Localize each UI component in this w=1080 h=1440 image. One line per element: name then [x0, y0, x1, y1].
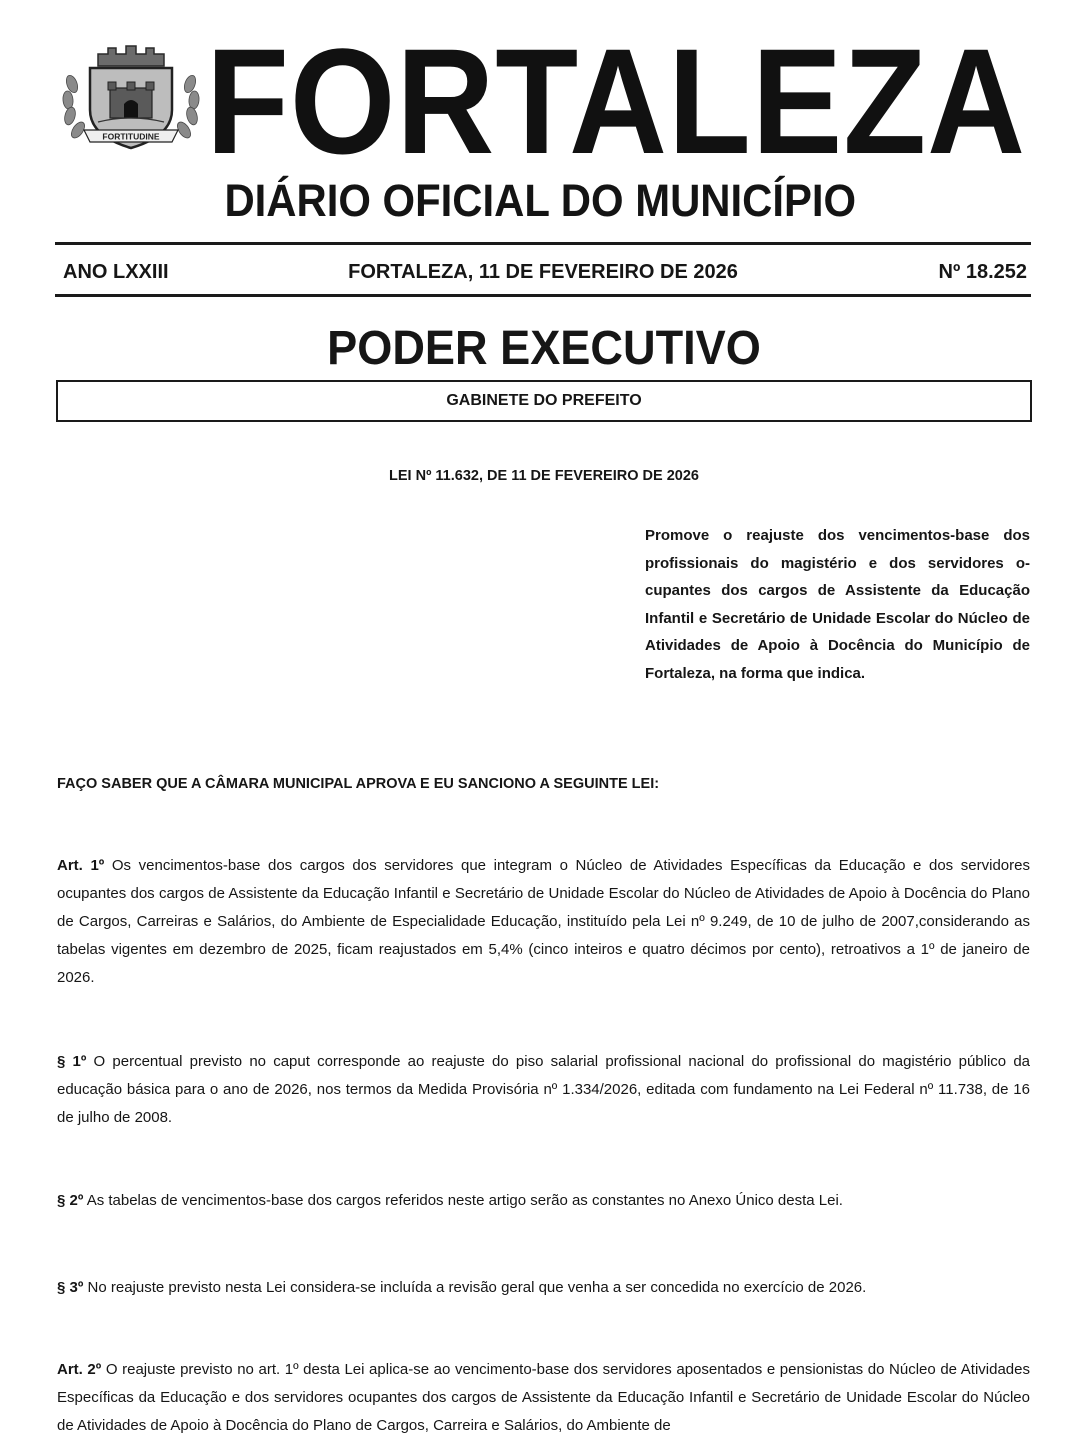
article-text: Os vencimentos-base dos cargos dos servidores que integram o Núcleo de Atividades Específicas da Educação e dos servidores ocupantes dos cargos de Assistente da Educação Infantil e Secretário de Unidade Escolar do Núcleo de Atividades de Apoio à Docência do Plano de Cargos, Carreiras e Salários, do Ambiente de Especialidade Educação, instituído pela Lei nº 9.249, de 10 de julho de 2007,considerando as tabelas vigentes em dezembro de 2025, ficam reajustados em 5,4% (cinco inteiros e quatro décimos por cento), retroativos a 1º de janeiro de 2026.	[57, 857, 1030, 986]
issue-number: Nº 18.252	[938, 261, 1027, 283]
law-summary: Promove o reajuste dos vencimentos-base dos profissionais do magistério e dos servidores o-cupantes dos cargos de Assistente da Educação Infantil e Secretário de Unidade Escolar do Núcleo de Atividades de Apoio à Docência do Município de Fortaleza, na forma que indica.	[645, 527, 1030, 682]
crest-motto: FORTITUDINE	[102, 131, 160, 142]
paragraph-text: No reajuste previsto nesta Lei considera-se incluída a revisão geral que venha a ser concedida no exercício de 2026.	[87, 1279, 867, 1296]
paragraph-text: O percentual previsto no caput corresponde ao reajuste do piso salarial profissional nacional do profissional do magistério público da educação básica para o ano de 2026, nos termos da Medida Provisória nº 1.334/2026, editada com fundamento na Lei Federal nº 11.738, de 16 de julho de 2008.	[57, 1053, 1031, 1126]
paragraph-marker: § 1º	[57, 1053, 87, 1070]
paragraph-text: As tabelas de vencimentos-base dos cargos referidos neste artigo serão as constantes no Anexo Único desta Lei.	[86, 1192, 843, 1209]
article-2	[57, 1356, 1030, 1440]
paragraph-marker: § 2º	[57, 1192, 84, 1209]
enacting-clause: FAÇO SABER QUE A CÂMARA MUNICIPAL APROVA E EU SANCIONO A SEGUINTE LEI:	[57, 776, 660, 792]
newspaper-subtitle: DIÁRIO OFICIAL DO MUNICÍPIO	[224, 175, 857, 226]
issue-date: FORTALEZA, 11 DE FEVEREIRO DE 2026	[348, 261, 738, 283]
article-marker: Art. 2º	[57, 1361, 102, 1378]
top-divider	[55, 242, 1031, 245]
paragraph-3	[57, 1274, 1030, 1302]
article-text: O reajuste previsto no art. 1º desta Lei aplica-se ao vencimento-base dos servidores aposentados e pensionistas do Núcleo de Atividades Específicas da Educação e dos servidores ocupantes dos cargos de Assistente da Educação Infantil e Secretário de Unidade Escolar do Núcleo de Atividades de Apoio à Docência do Plano de Cargos, Carreira e Salários, do Ambiente de	[57, 1361, 1030, 1434]
masthead	[0, 0, 1080, 240]
issue-info-bar	[55, 258, 1031, 286]
paragraph-marker: § 3º	[57, 1279, 84, 1296]
bottom-divider	[55, 294, 1031, 297]
paragraph-2	[57, 1187, 1030, 1215]
article-1	[57, 852, 1030, 992]
paragraph-1	[57, 1048, 1030, 1132]
law-title: LEI Nº 11.632, DE 11 DE FEVEREIRO DE 2026	[389, 468, 699, 484]
issue-year: ANO LXXIII	[63, 261, 169, 283]
article-marker: Art. 1º	[57, 857, 105, 874]
city-coat-of-arms-icon	[58, 44, 204, 156]
department-box: GABINETE DO PREFEITO	[56, 380, 1032, 422]
newspaper-brand: FORTALEZA	[206, 17, 1027, 185]
section-title: PODER EXECUTIVO	[327, 322, 761, 375]
